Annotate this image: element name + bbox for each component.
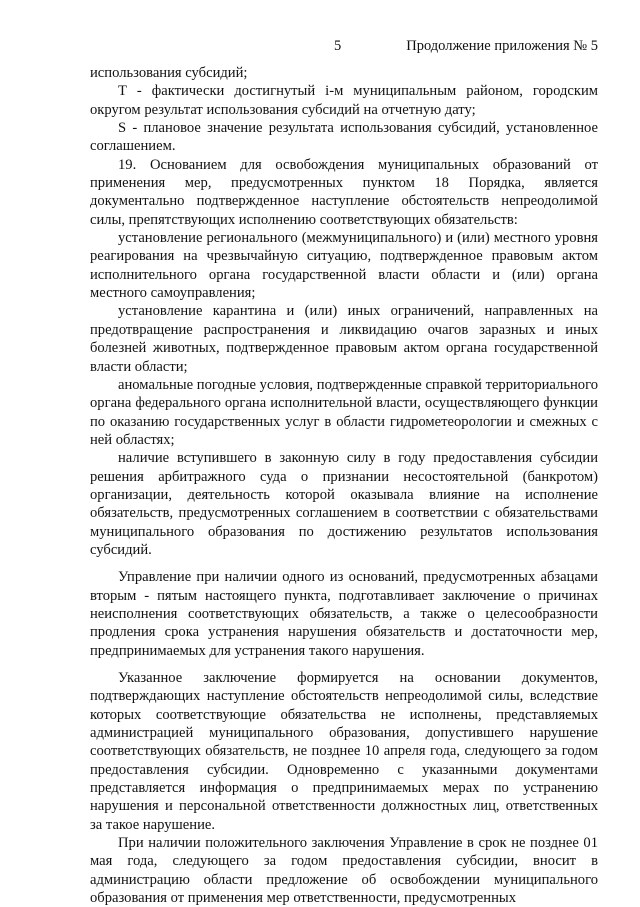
paragraph-definition-t: Т - фактически достигнутый i-м муниципальным районом, городским округом результат использования субсидий на отчетную дату; bbox=[90, 83, 598, 118]
document-body bbox=[90, 64, 598, 907]
paragraph-definition-s: S - плановое значение результата использования субсидий, установленное соглашением. bbox=[90, 120, 598, 155]
paragraph-subsidy-usage-end: использования субсидий; bbox=[90, 65, 248, 81]
paragraph-quarantine: установление карантина и (или) иных ограничений, направленных на предотвращение распространения и ликвидацию очагов заразных и иных болезней животных, подтвержденное правовым актом органа государственной власти области; bbox=[90, 303, 598, 375]
paragraph-conclusion-documents: Указанное заключение формируется на основании документов, подтверждающих наступление обстоятельств непреодолимой силы, вследствие которых соответствующие обязательства не исполнены, представляемых администрацией муниципального образования, допустившего нарушение соответствующих обязательств, не позднее 10 апреля года, следующего за годом предоставления субсидии. Одновременно с указанными документами представляется информация о предпринимаемых мерах по устранению нарушения и персональной ответственности должностных лиц, ответственных за такое нарушение. bbox=[90, 670, 598, 833]
paragraph-arbitration-ruling: наличие вступившего в законную силу в году предоставления субсидии решения арбитражного суда о признании несостоятельной (банкротом) организации, деятельность которой оказывала влияние на исполнение обязательств, предусмотренных соглашением в соответствии с обязательствами муниципального образования по достижению результатов использования субсидий. bbox=[90, 450, 598, 558]
paragraph-emergency-response: установление регионального (межмуниципального) и (или) местного уровня реагирования на чрезвычайную ситуацию, подтвержденное правовым актом исполнительного органа государственной власти области и (или) органа местного самоуправления; bbox=[90, 230, 598, 302]
paragraph-positive-conclusion: При наличии положительного заключения Управление в срок не позднее 01 мая года, следующего за годом предоставления субсидии, вносит в администрацию области предложение об освобождении муниципального образования от применения мер ответственности, предусмотренных bbox=[90, 835, 598, 907]
paragraph-weather-conditions: аномальные погодные условия, подтвержденные справкой территориального органа федерального органа исполнительной власти, осуществляющего функции по оказанию государственных услуг в области гидрометеорологии и смежных с ней областях; bbox=[90, 376, 598, 448]
paragraph-administration-conclusion: Управление при наличии одного из оснований, предусмотренных абзацами вторым - пятым настоящего пункта, подготавливает заключение о причинах неисполнения соответствующих обязательств, а также о целесообразности продления срока устранения нарушения обязательств и достаточности мер, предпринимаемых для устранения такого нарушения. bbox=[90, 569, 598, 659]
paragraph-clause-19: 19. Основанием для освобождения муниципальных образований от применения мер, предусмотренных пунктом 18 Порядка, является документально подтвержденное наступление обстоятельств непреодолимой силы, препятствующих исполнению соответствующих обязательств: bbox=[90, 156, 598, 228]
page-header bbox=[0, 38, 640, 58]
page-number: 5 bbox=[334, 38, 342, 54]
appendix-continuation-label: Продолжение приложения № 5 bbox=[406, 38, 598, 54]
